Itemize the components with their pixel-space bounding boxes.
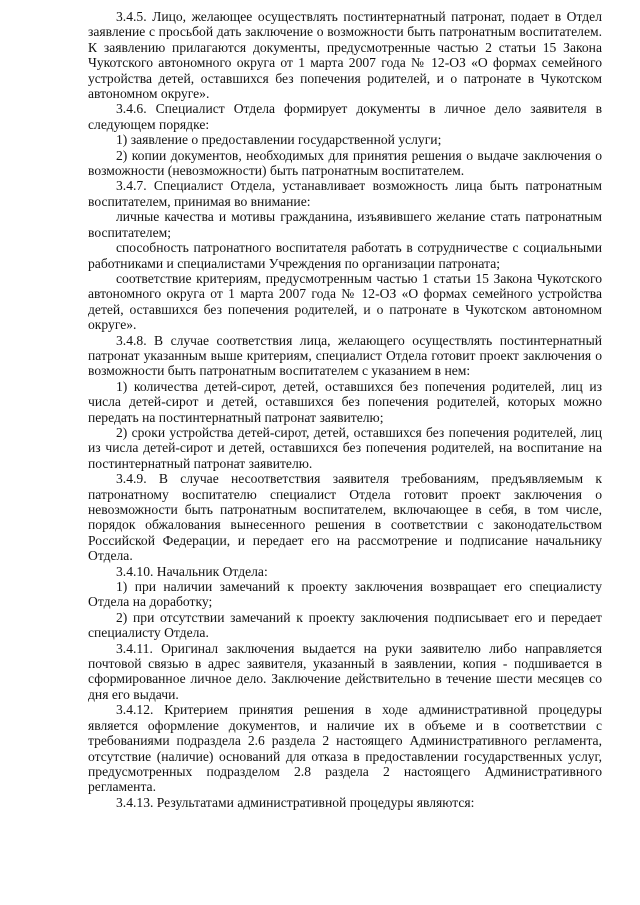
paragraph-3-4-11: 3.4.11. Оригинал заключения выдается на руки заявителю либо направляется почтовой связью в адрес заявителя, указанный в заявлении, копия - подшивается в сформированное личное дело. Заключение действительно в течение шести месяцев со дня его выдачи. <box>88 640 602 702</box>
list-item: 1) заявление о предоставлении государственной услуги; <box>116 132 442 148</box>
list-item: 1) количества детей-сирот, детей, оставшихся без попечения родителей, лиц из числа детей-сирот и детей, оставшихся без попечения родителей, которых можно передать на постинтернатный патронат заявителю; <box>88 378 602 425</box>
list-item: личные качества и мотивы гражданина, изъявившего желание стать патронатным воспитателем; <box>88 209 602 240</box>
paragraph-3-4-7: 3.4.7. Специалист Отдела, устанавливает возможность лица быть патронатным воспитателем, принимая во внимание: <box>88 178 602 209</box>
list-item: соответствие критериям, предусмотренным частью 1 статьи 15 Закона Чукотского автономного округа от 1 марта 2007 года № 12-ОЗ «О формах семейного устройства детей, оставшихся без попечения родителей, и о патронате в Чукотском автономном округе». <box>88 270 602 333</box>
paragraph-3-4-12: 3.4.12. Критерием принятия решения в ходе административной процедуры является оформление документов, и наличие их в объеме и в соответствии с требованиями подраздела 2.6 раздела 2 настоящего Административного регламента, отсутствие (наличие) оснований для отказа в предоставлении государственных услуг, предусмотренных подразделом 2.8 раздела 2 настоящего Административного регламента. <box>88 702 602 795</box>
paragraph-3-4-6: 3.4.6. Специалист Отдела формирует документы в личное дело заявителя в следующем порядке: <box>88 101 602 132</box>
list-item: 2) при отсутствии замечаний к проекту заключения подписывает его и передает специалисту Отдела. <box>88 609 602 641</box>
paragraph-3-4-10: 3.4.10. Начальник Отдела: <box>116 563 268 579</box>
paragraph-3-4-8: 3.4.8. В случае соответствия лица, желающего осуществлять постинтернатный патронат указанным выше критериям, специалист Отдела готовит проект заключения о возможности быть патронатным воспитателем с указанием в нем: <box>88 332 602 379</box>
list-item: 2) сроки устройства детей-сирот, детей, оставшихся без попечения родителей, лиц из числа детей-сирот и детей, оставшихся без попечения родителей, на воспитание на постинтернатный патронат заявителю. <box>88 424 602 471</box>
paragraph-3-4-13: 3.4.13. Результатами административной процедуры являются: <box>116 794 475 810</box>
paragraph-3-4-5: 3.4.5. Лицо, желающее осуществлять постинтернатный патронат, подает в Отдел заявление с просьбой дать заключение о возможности быть патронатным воспитателем. К заявлению прилагаются документы, предусмотренные частью 2 статьи 15 Закона Чукотского автономного округа от 1 марта 2007 года № 12-ОЗ «О формах семейного устройства детей, оставшихся без попечения родителей, и о патронате в Чукотском автономном округе». <box>88 9 602 102</box>
list-item: 1) при наличии замечаний к проекту заключения возвращает его специалисту Отдела на доработку; <box>88 579 602 610</box>
paragraph-3-4-9: 3.4.9. В случае несоответствия заявителя требованиям, предъявляемым к патронатному воспитателю специалист Отдела готовит проект заключения о невозможности быть патронатным воспитателем, включающее в себя, в том числе, порядок обжалования вынесенного решения в соответствии с законодательством Российской Федерации, и передает его на рассмотрение и подписание начальнику Отдела. <box>88 471 602 564</box>
list-item: способность патронатного воспитателя работать в сотрудничестве с социальными работниками и специалистами Учреждения по организации патроната; <box>88 240 602 271</box>
list-item: 2) копии документов, необходимых для принятия решения о выдаче заключения о возможности (невозможности) быть патронатным воспитателем. <box>88 147 602 179</box>
